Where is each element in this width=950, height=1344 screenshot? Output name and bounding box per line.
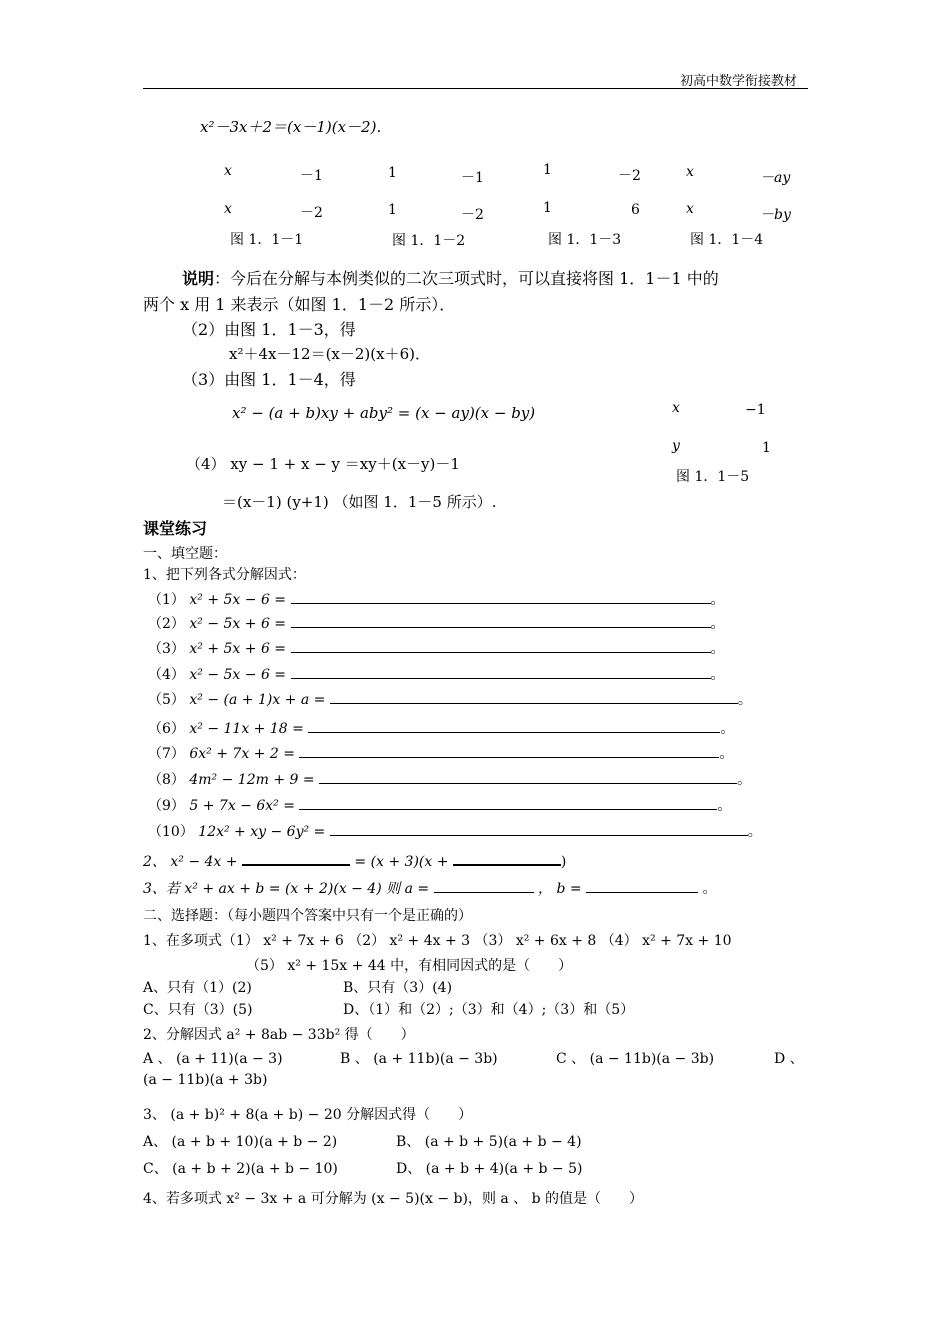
part2-heading: （2）由图 1．1－3，得 xyxy=(182,320,356,339)
part4-line1: （4） xy − 1 + x − y ＝xy＋(x－y)－1 xyxy=(186,455,460,473)
fig4-r1c2: －ay xyxy=(760,170,791,186)
answer-blank[interactable] xyxy=(291,638,711,653)
answer-blank[interactable] xyxy=(308,718,720,733)
note-label: 说明 xyxy=(182,269,215,288)
c1-stem: 1、在多项式（1） x² + 7x + 6 （2） x² + 4x + 3 （3） x² + 6x + 8 （4） x² + 7x + 10 xyxy=(143,933,732,949)
fig4-caption: 图 1．1－4 xyxy=(690,232,764,248)
fill-item-5: （5） x² − (a + 1)x + a = 。 xyxy=(148,689,752,709)
fig1-r2c2: －2 xyxy=(300,205,323,221)
fill-item-10: （10） 12x² + xy − 6y² = 。 xyxy=(148,821,762,841)
fig4-r2c2: －by xyxy=(760,207,791,223)
section2-heading: 二、选择题：（每小题四个答案中只有一个是正确的） xyxy=(143,908,472,924)
part4-line2: ＝(x－1) (y+1) （如图 1．1－5 所示）. xyxy=(222,493,497,511)
fig5-r1c1: x xyxy=(672,400,680,416)
c1-option-a[interactable]: A、只有（1）(2) xyxy=(143,980,252,996)
practice-title: 课堂练习 xyxy=(143,519,208,538)
part3-equation: x² − (a + b)xy + aby² = (x − ay)(x − by) xyxy=(232,404,536,422)
c1-option-d[interactable]: D、（1）和（2）;（3）和（4）;（3）和（5） xyxy=(343,1002,635,1018)
q3: 3、若 x² + ax + b = (x + 2)(x − 4) 则 a = ， b = 。 xyxy=(143,878,717,898)
fig4-r1c1: x xyxy=(686,164,694,180)
q3-blank-a[interactable] xyxy=(434,878,534,893)
fig5-r1c2: −1 xyxy=(745,402,766,418)
fig5-caption: 图 1．1－5 xyxy=(676,469,750,485)
c3-option-c[interactable]: C、 (a + b + 2)(a + b − 10) xyxy=(143,1161,338,1177)
fig3-caption: 图 1．1－3 xyxy=(548,232,622,248)
fig1-caption: 图 1．1－1 xyxy=(230,232,304,248)
fig5-r2c1: y xyxy=(672,438,680,454)
fig3-r2c1: 1 xyxy=(543,200,552,216)
c2-option-d-expr: (a − 11b)(a + 3b) xyxy=(143,1072,268,1088)
fig5-r2c2: 1 xyxy=(762,440,771,456)
answer-blank[interactable] xyxy=(330,821,748,836)
part2-equation: x²＋4x－12＝(x－2)(x＋6)． xyxy=(229,345,430,363)
c2-stem: 2、分解因式 a² + 8ab − 33b² 得（ ） xyxy=(143,1027,415,1043)
fig1-r1c1: x xyxy=(224,163,232,179)
answer-blank[interactable] xyxy=(319,769,737,784)
c3-option-d[interactable]: D、 (a + b + 4)(a + b − 5) xyxy=(396,1161,583,1177)
answer-blank[interactable] xyxy=(291,613,711,628)
c2-option-c[interactable]: C 、 (a − 11b)(a − 3b) xyxy=(556,1051,715,1067)
answer-blank[interactable] xyxy=(330,689,738,704)
fill-item-9: （9） 5 + 7x − 6x² = 。 xyxy=(148,795,731,815)
fig4-r2c1: x xyxy=(686,201,694,217)
c3-stem: 3、 (a + b)² + 8(a + b) − 20 分解因式得（ ） xyxy=(143,1107,473,1123)
c1-stem2: （5） x² + 15x + 44 中，有相同因式的是（ ） xyxy=(246,958,573,974)
note-line1 xyxy=(182,266,719,289)
fig2-r1c2: －1 xyxy=(461,170,484,186)
c1-option-c[interactable]: C、只有（3）(5) xyxy=(143,1002,253,1018)
fig2-r2c2: －2 xyxy=(461,207,484,223)
note-line2: 两个 x 用 1 来表示（如图 1．1－2 所示）． xyxy=(143,295,456,314)
fig3-r1c2: －2 xyxy=(618,168,641,184)
c2-option-d[interactable]: D 、 xyxy=(774,1051,804,1067)
fill-item-3: （3） x² + 5x + 6 = 。 xyxy=(148,638,725,658)
c1-option-b[interactable]: B、只有（3）(4) xyxy=(343,980,453,996)
c4-stem: 4、若多项式 x² − 3x + a 可分解为 (x − 5)(x − b)，则 a 、 b 的值是（ ） xyxy=(143,1191,644,1207)
note-text: ：今后在分解与本例类似的二次三项式时，可以直接将图 1．1－1 中的 xyxy=(214,269,719,288)
top-equation: x²－3x＋2＝(x－1)(x－2)． xyxy=(200,118,392,136)
answer-blank[interactable] xyxy=(299,743,719,758)
fill-item-1: （1） x² + 5x − 6 = 。 xyxy=(148,589,725,609)
answer-blank[interactable] xyxy=(291,589,711,604)
answer-blank[interactable] xyxy=(299,795,717,810)
part3-heading: （3）由图 1．1－4，得 xyxy=(182,370,356,389)
q2-blank-2[interactable] xyxy=(453,850,561,866)
fill-item-8: （8） 4m² − 12m + 9 = 。 xyxy=(148,769,751,789)
fill-item-7: （7） 6x² + 7x + 2 = 。 xyxy=(148,743,733,763)
c2-option-a[interactable]: A 、 (a + 11)(a − 3) xyxy=(143,1051,283,1067)
fig1-r1c2: －1 xyxy=(300,168,323,184)
q1-stem: 1、把下列各式分解因式： xyxy=(143,567,306,583)
c3-option-a[interactable]: A、 (a + b + 10)(a + b − 2) xyxy=(143,1134,338,1150)
fig2-r2c1: 1 xyxy=(388,202,397,218)
q2-blank-1[interactable] xyxy=(242,850,350,866)
fig2-r1c1: 1 xyxy=(388,165,397,181)
fig3-r1c1: 1 xyxy=(543,162,552,178)
header-rule xyxy=(143,88,808,89)
q2: 2、 x² − 4x + = (x + 3)(x + ) xyxy=(143,850,566,871)
fill-item-6: （6） x² − 11x + 18 = 。 xyxy=(148,718,734,738)
c3-option-b[interactable]: B、 (a + b + 5)(a + b − 4) xyxy=(396,1134,582,1150)
fill-item-4: （4） x² − 5x − 6 = 。 xyxy=(148,664,725,684)
fig2-caption: 图 1．1－2 xyxy=(392,233,466,249)
fig3-r2c2: 6 xyxy=(631,202,640,218)
section1-heading: 一、填空题： xyxy=(143,546,227,562)
q3-blank-b[interactable] xyxy=(586,878,698,893)
c2-option-b[interactable]: B 、 (a + 11b)(a − 3b) xyxy=(340,1051,498,1067)
header-title: 初高中数学衔接教材 xyxy=(680,74,798,89)
fill-item-2: （2） x² − 5x + 6 = 。 xyxy=(148,613,725,633)
fig1-r2c1: x xyxy=(224,201,232,217)
answer-blank[interactable] xyxy=(291,664,711,679)
